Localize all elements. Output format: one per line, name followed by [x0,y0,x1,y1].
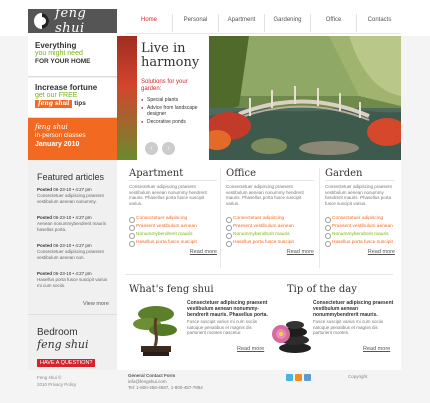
promo-heading: Everything [35,41,77,50]
category-link[interactable]: Hasellus porta fusce suscipit [226,239,314,247]
category-title: Garden [325,168,395,181]
view-more-link[interactable]: View more [83,301,109,307]
divider [220,168,221,268]
article-posted-label: Posted [37,215,53,220]
main-nav [126,14,402,34]
promo-text: you might need [35,50,83,57]
section-body: Fusce suscipit varius mi cum sociis natoque penatibus et magnis dis parturient montes nascetur. [187,319,258,335]
article-item[interactable] [37,271,111,288]
promo-text-tips: tips [74,100,86,107]
read-more-link[interactable]: Read more [286,249,314,255]
social-icons [286,374,311,381]
article-body: Aenean nonummybendrerit mauris hasellus porta. [37,221,107,232]
divider [319,168,320,268]
logo[interactable] [28,6,117,36]
slider-controls [145,142,175,155]
category-link[interactable]: Nonummybendrerit mauris [129,231,217,239]
article-item[interactable] [37,243,111,260]
promo-classes[interactable] [28,118,117,160]
divider [125,274,393,275]
category-links [226,215,314,247]
promo-text: FOR YOUR HOME [35,58,91,65]
read-more-link[interactable]: Read more [363,346,391,352]
category-title: Office [226,168,314,181]
hero-garden-image [209,36,401,160]
category-link[interactable]: Consectetuer adipiscing [226,215,314,223]
category-apartment [129,168,217,255]
article-date: 06-23-10 • 4:27 pm [53,187,92,192]
section-lead: Consectetuer adipiscing praesent vestibulum aenean nonummybendrerit mauris. [313,300,394,318]
article-body: Hasellus porta fusce suscipit varius mi cum sociis. [37,277,108,288]
nav-gardening[interactable]: Gardening [264,14,310,32]
nav-divider [126,33,401,34]
section-body: Fusce suscipit varius mi cum sociis natoque penatibus et magnis dis parturient montes. [313,319,384,335]
category-link[interactable]: Nonummybendrerit mauris [226,231,314,239]
rss-icon[interactable] [295,374,302,381]
read-more-link[interactable]: Read more [189,249,217,255]
category-desc: Consectetuer adipiscing praesent vestibulum aenean nonummy hendrerit mauris. Phasellus porta fusce suscipit varius. [325,184,392,206]
section-title: Tip of the day [287,284,357,295]
category-office [226,168,314,255]
read-more-link[interactable]: Read more [367,249,395,255]
promo-fortune[interactable] [28,77,117,118]
header [0,0,430,36]
category-link[interactable]: Consectetuer adipiscing [129,215,217,223]
category-links [129,215,217,247]
read-more-link[interactable]: Read more [237,346,265,352]
logo-text: feng shui [55,6,87,36]
article-item[interactable] [37,187,111,204]
email-link[interactable]: info@fengshui.com [128,379,167,384]
category-link[interactable]: Consectetuer adipiscing [325,215,395,223]
hero-subtitle: Solutions for your garden: [141,79,188,92]
nav-contacts[interactable]: Contacts [356,14,402,32]
privacy-policy-link[interactable]: 2010 Privacy Policy [37,382,77,387]
category-link[interactable]: Hasellus porta fusce suscipit [325,239,395,247]
copyright-link[interactable]: Copyright [348,374,368,379]
article-date: 06-23-10 • 4:27 pm [53,271,92,276]
promo-heading: feng shui [35,123,68,131]
article-posted-label: Posted [37,243,53,248]
section-lead: Consectetuer adipiscing praesent vestibulum aenean nonummy-bendrerit mauris. Phasellus porta. [187,300,268,318]
bonsai-image [129,300,183,358]
article-posted-label: Posted [37,187,53,192]
promo-date: January 2010 [35,141,80,148]
nav-apartment[interactable]: Apartment [218,14,264,32]
phone-text: Tel: 1-800-458-4587, 1-800-457-7894 [128,385,203,390]
nav-personal[interactable]: Personal [172,14,218,32]
hero-text [141,42,209,127]
category-link[interactable]: Nonummybendrerit mauris [325,231,395,239]
section-text [313,300,395,336]
bedroom-subtitle: feng shui [37,338,89,351]
contact-form-link[interactable]: General Contact Form [128,373,176,378]
main-content [117,160,401,370]
hero-title-line: Live in [141,41,186,56]
promo-heading: Increase fortune [35,83,98,92]
section-text [187,300,269,336]
footer-contact [128,373,203,391]
hero-title-line: harmony [141,55,200,70]
footer-copyright [37,374,76,388]
whats-feng-shui [129,284,269,364]
prev-arrow-icon[interactable]: ‹ [145,142,158,155]
tip-of-the-day [269,284,397,364]
hero-side-image [117,36,137,160]
yin-yang-icon [34,13,49,29]
category-link[interactable]: Praesent vestibulum aenean [325,223,395,231]
divider [28,314,117,315]
stones-flower-image [269,300,313,358]
twitter-icon[interactable] [286,374,293,381]
promo-badge: feng shui [35,100,72,108]
article-item[interactable] [37,215,111,232]
article-date: 06-23-10 • 4:27 pm [53,243,92,248]
hero-banner [117,36,401,160]
article-date: 06-23-10 • 4:27 pm [53,215,92,220]
category-desc: Consectetuer adipiscing praesent vestibulum aenean nonummy hendrerit mauris. Phasellus porta fusce suscipit varius. [226,184,304,206]
promo-everything[interactable] [28,36,117,77]
article-body: Consectetuer adipiscing praesent vestibulum aenean non. [37,249,104,260]
hero-list [141,97,209,125]
category-desc: Consectetuer adipiscing praesent vestibulum aenean nonummy hendrerit mauris. Phasellus porta fusce suscipit varius. [129,184,207,206]
category-link[interactable]: Praesent vestibulum aenean [129,223,217,231]
sidebar [28,160,117,400]
flickr-icon[interactable] [304,374,311,381]
question-button[interactable]: HAVE A QUESTION? [37,359,95,367]
section-title: What's feng shui [129,284,214,295]
category-title: Apartment [129,168,217,181]
hero-list-item: ● Advice from landscape designer [141,105,209,117]
footer [28,370,401,403]
promo-text: in-person classes [35,132,86,139]
nav-home[interactable]: Home [140,17,157,23]
promo-text: get our FREE [35,92,78,99]
promo-text [35,100,110,108]
category-garden [325,168,395,255]
next-arrow-icon[interactable]: › [162,142,175,155]
article-posted-label: Posted [37,271,53,276]
footer-text: Feng shui © [37,375,62,380]
nav-office[interactable]: Office [310,14,356,32]
hero-list-item: ● Decorative ponds [141,119,209,125]
category-links [325,215,395,247]
featured-title: Featured articles [37,172,105,182]
bedroom-title: Bedroom [37,327,78,338]
promo-column [28,36,117,160]
bedroom-promo[interactable] [37,327,95,369]
article-body: Consectetuer adipiscing praesent vestibulum aenean nonummy. [37,193,104,204]
category-link[interactable]: Hasellus porta fusce suscipit [129,239,217,247]
hero-list-item: ● Special plants [141,97,209,103]
category-link[interactable]: Praesent vestibulum aenean [226,223,314,231]
